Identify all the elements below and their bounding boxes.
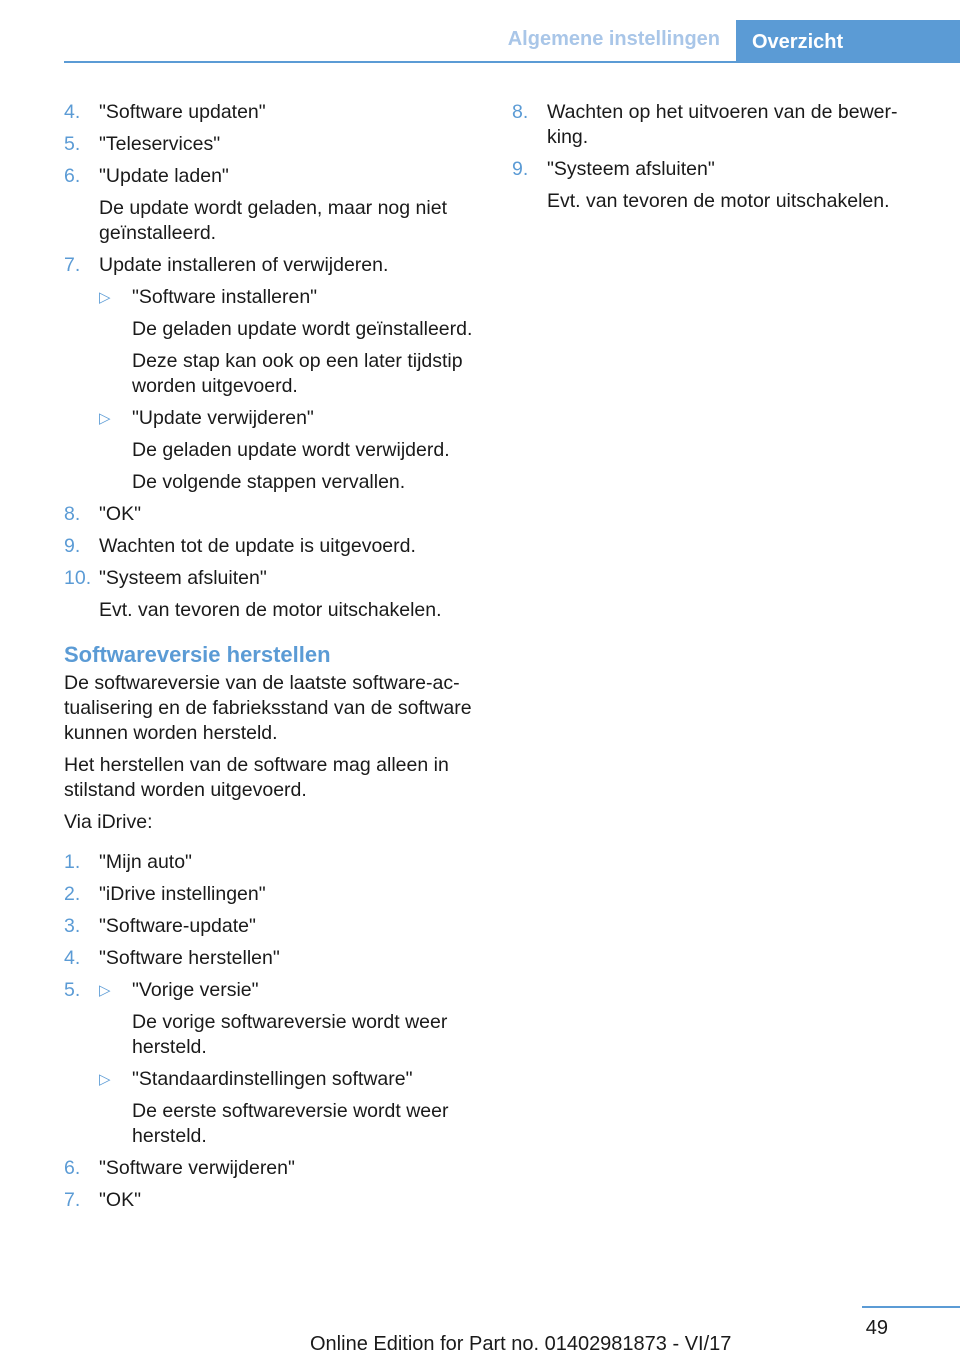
header-section-title: Algemene instellingen	[507, 28, 720, 50]
step-number: 9.	[512, 158, 529, 180]
list-item	[64, 132, 484, 157]
triangle-bullet-icon: ▷	[99, 982, 111, 999]
page-header	[0, 0, 960, 64]
step-note: Evt. van tevoren de motor uitschakelen.	[547, 190, 890, 212]
step-text: "Mijn auto"	[99, 851, 192, 873]
step-number: 1.	[64, 851, 81, 873]
step-text: "Systeem afsluiten"	[99, 567, 267, 589]
sub-item	[99, 978, 484, 1060]
list-item	[512, 157, 912, 214]
sub-item-text: "Standaardinstellingen software"	[132, 1068, 413, 1090]
sub-item-note: De eerste softwareversie wordt weer hersteld.	[132, 1100, 449, 1147]
list-item	[64, 566, 484, 623]
step-number: 7.	[64, 254, 81, 276]
page-number: 49	[865, 1317, 888, 1339]
list-item	[64, 946, 484, 971]
step-number: 6.	[64, 165, 81, 187]
triangle-bullet-icon: ▷	[99, 1071, 111, 1088]
list-item	[64, 914, 484, 939]
sub-item-note: De geladen update wordt verwijderd.	[132, 439, 450, 461]
sub-item-note: De vorige softwareversie wordt weer hersteld.	[132, 1011, 448, 1058]
paragraph: De softwareversie van de laatste software-actualisering en de fabrieksstand van de software kunnen worden hersteld.	[64, 672, 472, 744]
sub-item-note: Deze stap kan ook op een later tijdstip worden uitgevoerd.	[132, 350, 463, 397]
triangle-bullet-icon: ▷	[99, 410, 111, 427]
step-number: 8.	[512, 101, 529, 123]
step-number: 3.	[64, 915, 81, 937]
list-item	[512, 100, 912, 150]
step-number: 6.	[64, 1157, 81, 1179]
step-text: "iDrive instellingen"	[99, 883, 266, 905]
step-text: "Software updaten"	[99, 101, 266, 123]
step-text: Update installeren of verwijderen.	[99, 254, 389, 276]
step-number: 7.	[64, 1189, 81, 1211]
step-number: 4.	[64, 947, 81, 969]
update-steps-list	[64, 100, 484, 623]
list-item	[64, 882, 484, 907]
triangle-bullet-icon: ▷	[99, 289, 111, 306]
list-item	[64, 534, 484, 559]
list-item	[64, 850, 484, 875]
sub-item	[99, 406, 484, 495]
sub-item	[99, 1067, 484, 1149]
step-note: Evt. van tevoren de motor uitschakelen.	[99, 599, 442, 621]
left-column	[64, 100, 484, 1220]
sub-item-note: De volgende stappen vervallen.	[132, 471, 406, 493]
step-text: "Software-update"	[99, 915, 256, 937]
list-item	[64, 978, 484, 1149]
step-number: 5.	[64, 133, 81, 155]
step-text: Wachten tot de update is uitgevoerd.	[99, 535, 416, 557]
continued-steps-list	[512, 100, 912, 214]
step-number: 5.	[64, 979, 81, 1001]
section-title: Softwareversie herstellen	[64, 642, 331, 667]
list-item	[64, 253, 484, 495]
list-item	[64, 1156, 484, 1181]
sub-item-text: "Vorige versie"	[132, 979, 259, 1001]
step-number: 9.	[64, 535, 81, 557]
step-number: 2.	[64, 883, 81, 905]
paragraph: Via iDrive:	[64, 811, 153, 833]
step-note: De update wordt geladen, maar nog niet geïnstalleerd.	[99, 197, 447, 244]
step-text: "Teleservices"	[99, 133, 221, 155]
sub-item-text: "Software installeren"	[132, 286, 318, 308]
edition-footer: Online Edition for Part no. 01402981873 - VI/17	[310, 1333, 732, 1355]
step-text: "OK"	[99, 503, 142, 525]
footer-rule	[862, 1306, 960, 1308]
step-text: "Update laden"	[99, 165, 229, 187]
step-text: "Systeem afsluiten"	[547, 158, 715, 180]
step-text: Wachten op het uitvoeren van de bewerking.	[547, 101, 898, 148]
step-number: 4.	[64, 101, 81, 123]
sub-item-note: De geladen update wordt geïnstalleerd.	[132, 318, 473, 340]
sub-item-text: "Update verwijderen"	[132, 407, 314, 429]
header-tab: Overzicht	[736, 20, 960, 62]
step-number: 10.	[64, 567, 92, 589]
right-column	[512, 100, 912, 221]
restore-steps-list	[64, 850, 484, 1213]
list-item	[64, 100, 484, 125]
step-text: "Software herstellen"	[99, 947, 280, 969]
paragraph: Het herstellen van de software mag alleen in stilstand worden uitgevoerd.	[64, 754, 449, 801]
list-item	[64, 1188, 484, 1213]
step-text: "Software verwijderen"	[99, 1157, 295, 1179]
list-item	[64, 502, 484, 527]
step-number: 8.	[64, 503, 81, 525]
list-item	[64, 164, 484, 246]
sub-item	[99, 285, 484, 399]
step-text: "OK"	[99, 1189, 142, 1211]
